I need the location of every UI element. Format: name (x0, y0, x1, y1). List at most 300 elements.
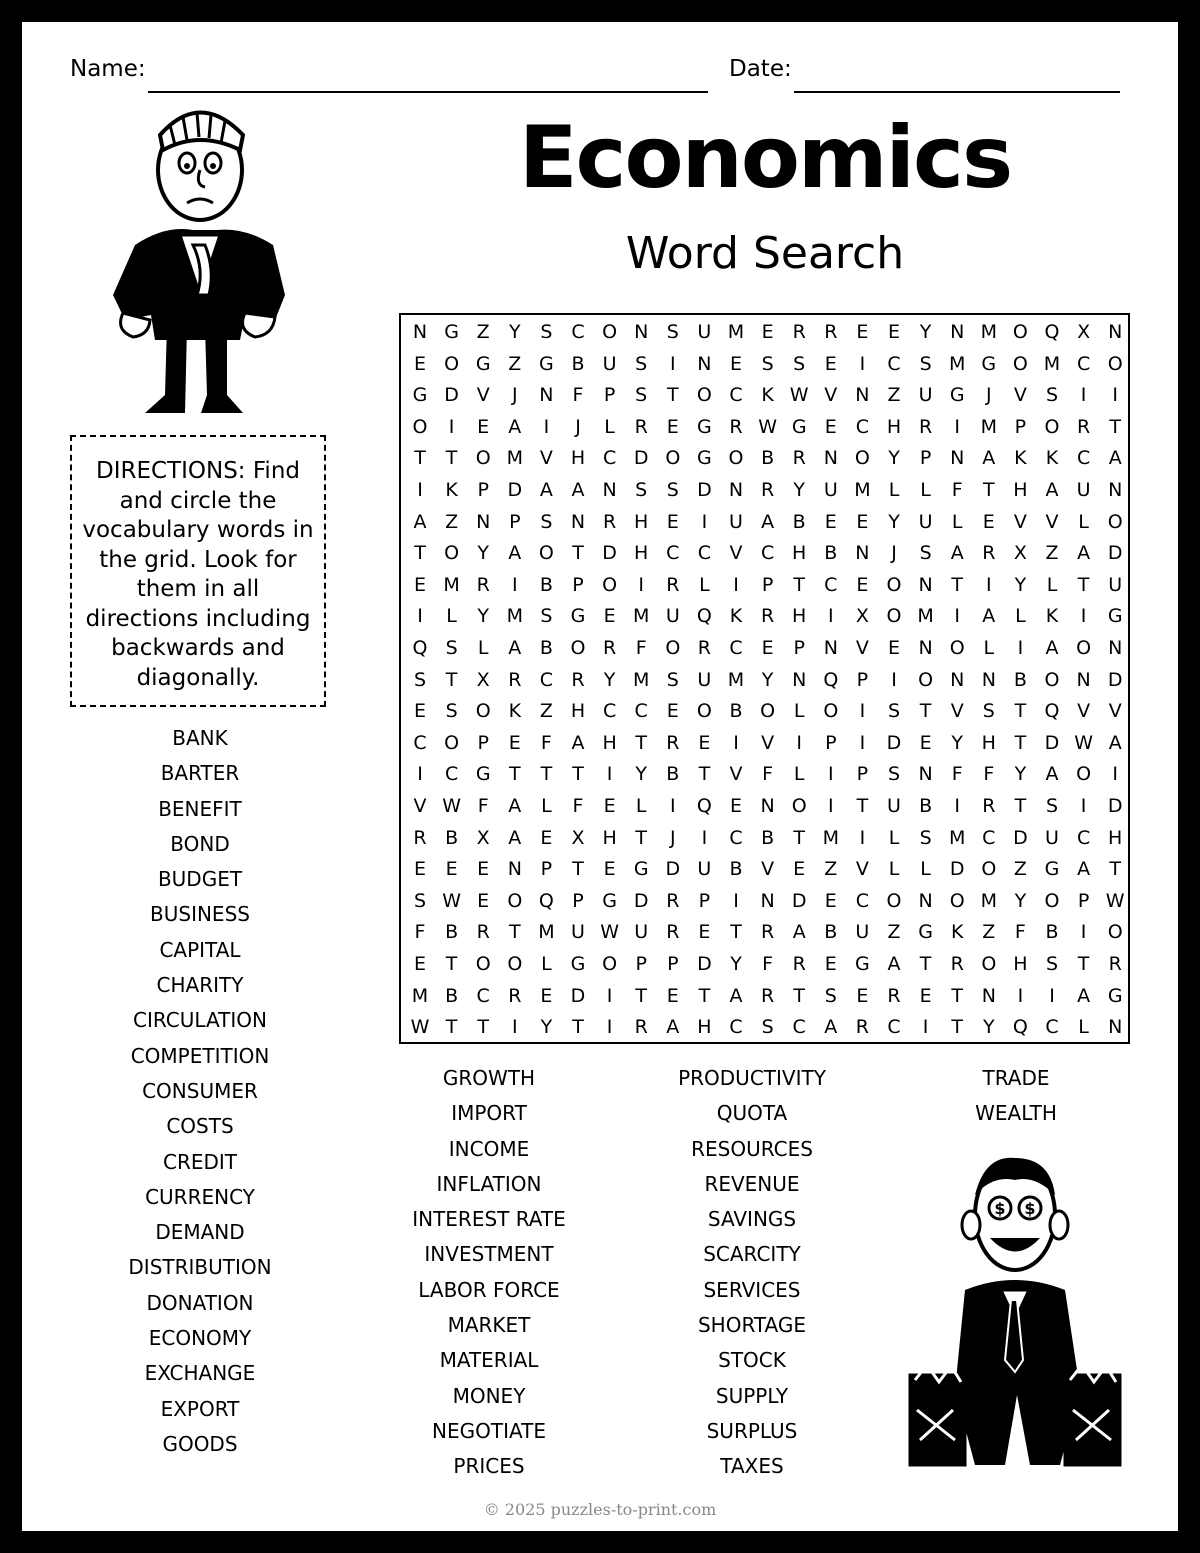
grid-letter[interactable]: I (796, 731, 802, 754)
grid-letter[interactable]: R (602, 637, 617, 659)
grid-letter[interactable]: X (476, 668, 490, 691)
grid-letter[interactable]: N (1108, 479, 1123, 501)
grid-letter[interactable]: A (824, 1016, 838, 1039)
grid-letter[interactable]: I (985, 573, 992, 596)
grid-letter[interactable]: V (824, 384, 838, 407)
grid-letter[interactable]: D (665, 858, 681, 881)
grid-letter[interactable]: E (698, 731, 711, 754)
grid-letter[interactable]: A (413, 510, 427, 533)
grid-letter[interactable]: T (856, 795, 869, 817)
grid-letter[interactable]: E (887, 637, 900, 659)
grid-letter[interactable]: P (509, 510, 521, 533)
grid-letter[interactable]: Z (887, 384, 901, 407)
grid-letter[interactable]: G (918, 921, 933, 944)
grid-letter[interactable]: I (638, 573, 644, 596)
grid-letter[interactable]: O (412, 415, 428, 438)
grid-letter[interactable]: F (572, 384, 584, 407)
grid-letter[interactable]: T (445, 668, 458, 691)
grid-letter[interactable]: H (634, 542, 649, 565)
grid-letter[interactable]: I (954, 795, 960, 817)
grid-letter[interactable]: U (665, 605, 680, 628)
grid-letter[interactable]: T (635, 731, 647, 754)
grid-letter[interactable]: R (508, 984, 522, 1007)
grid-letter[interactable]: P (825, 731, 837, 754)
grid-letter[interactable]: G (697, 415, 712, 438)
grid-letter[interactable]: P (572, 889, 584, 912)
grid-letter[interactable]: R (413, 826, 427, 849)
grid-letter[interactable]: U (697, 668, 712, 691)
grid-letter[interactable]: E (413, 352, 426, 375)
grid-letter[interactable]: A (1045, 763, 1059, 786)
grid-letter[interactable]: O (949, 637, 965, 659)
grid-letter[interactable]: V (761, 858, 775, 881)
grid-letter[interactable]: A (887, 953, 901, 975)
grid-letter[interactable]: G (633, 858, 649, 881)
grid-letter[interactable]: N (918, 889, 933, 912)
grid-letter[interactable]: R (982, 542, 996, 565)
grid-letter[interactable]: A (1077, 984, 1091, 1007)
grid-letter[interactable]: R (1076, 415, 1091, 438)
grid-letter[interactable]: D (1013, 826, 1028, 849)
grid-letter[interactable]: T (477, 1016, 489, 1039)
grid-letter[interactable]: S (635, 384, 648, 407)
grid-letter[interactable]: E (824, 352, 837, 375)
grid-letter[interactable]: N (634, 321, 649, 343)
grid-letter[interactable]: G (855, 953, 870, 975)
grid-letter[interactable]: S (413, 889, 427, 912)
grid-letter[interactable]: I (733, 731, 739, 754)
grid-letter[interactable]: F (1014, 921, 1026, 944)
grid-letter[interactable]: K (761, 384, 774, 407)
grid-letter[interactable]: L (541, 953, 552, 975)
grid-letter[interactable]: T (982, 479, 995, 501)
grid-letter[interactable]: J (891, 542, 897, 565)
grid-letter[interactable]: L (477, 637, 489, 659)
grid-letter[interactable]: B (729, 700, 743, 723)
grid-letter[interactable]: O (538, 542, 554, 565)
grid-letter[interactable]: A (508, 542, 522, 565)
grid-letter[interactable]: Y (635, 763, 647, 786)
grid-letter[interactable]: P (856, 668, 869, 691)
grid-letter[interactable]: O (791, 795, 807, 817)
grid-letter[interactable]: N (950, 668, 965, 691)
grid-letter[interactable]: L (1046, 573, 1058, 596)
grid-letter[interactable]: K (950, 921, 964, 944)
grid-letter[interactable]: U (602, 352, 617, 375)
grid-letter[interactable]: E (540, 984, 553, 1007)
grid-letter[interactable]: B (539, 573, 553, 596)
grid-letter[interactable]: L (1078, 1016, 1089, 1039)
grid-letter[interactable]: P (572, 573, 584, 596)
grid-letter[interactable]: C (444, 763, 459, 786)
grid-letter[interactable]: H (570, 700, 586, 723)
grid-letter[interactable]: R (760, 921, 775, 944)
grid-letter[interactable]: N (981, 668, 996, 691)
grid-letter[interactable]: A (1077, 858, 1091, 881)
grid-letter[interactable]: N (855, 384, 870, 407)
grid-letter[interactable]: G (570, 605, 586, 628)
grid-letter[interactable]: T (730, 921, 742, 944)
grid-letter[interactable]: O (949, 889, 965, 912)
grid-letter[interactable]: C (697, 542, 712, 565)
grid-letter[interactable]: T (1077, 573, 1090, 596)
grid-letter[interactable]: O (823, 700, 839, 723)
grid-letter[interactable]: Y (540, 1016, 553, 1039)
grid-letter[interactable]: A (571, 479, 585, 501)
grid-letter[interactable]: S (1045, 953, 1059, 975)
grid-letter[interactable]: Y (888, 447, 900, 470)
grid-letter[interactable]: M (411, 984, 429, 1007)
grid-letter[interactable]: F (635, 637, 647, 659)
grid-letter[interactable]: I (859, 352, 866, 375)
grid-letter[interactable]: R (760, 984, 775, 1007)
grid-letter[interactable]: Q (1044, 321, 1060, 343)
grid-letter[interactable]: C (982, 826, 996, 849)
grid-letter[interactable]: R (1108, 953, 1122, 975)
grid-letter[interactable]: O (1044, 889, 1060, 912)
grid-letter[interactable]: O (886, 889, 902, 912)
grid-letter[interactable]: R (666, 573, 680, 596)
grid-letter[interactable]: E (666, 510, 679, 533)
grid-letter[interactable]: K (1045, 605, 1059, 628)
grid-letter[interactable]: Y (1014, 889, 1027, 912)
grid-letter[interactable]: B (666, 763, 680, 786)
grid-letter[interactable]: N (760, 889, 775, 912)
grid-letter[interactable]: I (701, 510, 708, 533)
grid-letter[interactable]: C (1076, 826, 1091, 849)
grid-letter[interactable]: H (570, 447, 586, 470)
grid-letter[interactable]: W (442, 795, 461, 817)
grid-letter[interactable]: B (445, 984, 459, 1007)
grid-letter[interactable]: T (919, 953, 932, 975)
grid-letter[interactable]: R (634, 415, 648, 438)
grid-letter[interactable]: G (570, 953, 586, 975)
grid-letter[interactable]: E (413, 700, 426, 723)
grid-letter[interactable]: E (761, 637, 774, 659)
grid-letter[interactable]: T (635, 984, 647, 1007)
grid-letter[interactable]: N (412, 321, 428, 343)
grid-letter[interactable]: O (507, 889, 523, 912)
grid-letter[interactable]: E (540, 826, 553, 849)
grid-letter[interactable]: F (477, 795, 489, 817)
grid-letter[interactable]: L (1015, 605, 1026, 628)
grid-letter[interactable]: V (729, 763, 743, 786)
grid-letter[interactable]: L (1078, 510, 1089, 533)
grid-letter[interactable]: L (793, 700, 805, 723)
grid-letter[interactable]: D (1107, 795, 1123, 817)
grid-letter[interactable]: U (855, 921, 870, 944)
grid-letter[interactable]: O (1044, 668, 1060, 691)
grid-letter[interactable]: V (1108, 700, 1122, 723)
grid-letter[interactable]: I (417, 479, 423, 501)
grid-letter[interactable]: M (980, 889, 997, 912)
grid-letter[interactable]: R (887, 984, 901, 1007)
grid-letter[interactable]: D (507, 479, 523, 501)
grid-letter[interactable]: F (983, 763, 995, 786)
grid-letter[interactable]: E (824, 415, 837, 438)
grid-letter[interactable]: I (733, 573, 739, 596)
grid-letter[interactable]: S (919, 826, 932, 849)
grid-letter[interactable]: T (951, 573, 963, 596)
grid-letter[interactable]: I (417, 605, 423, 628)
grid-letter[interactable]: E (666, 700, 679, 723)
grid-letter[interactable]: S (413, 668, 427, 691)
grid-letter[interactable]: C (1076, 352, 1091, 375)
grid-letter[interactable]: O (1076, 637, 1092, 659)
grid-letter[interactable]: O (760, 700, 776, 723)
grid-letter[interactable]: S (540, 605, 553, 628)
grid-letter[interactable]: N (950, 447, 965, 470)
grid-letter[interactable]: L (541, 795, 552, 817)
grid-letter[interactable]: R (697, 637, 711, 659)
grid-letter[interactable]: V (1013, 510, 1027, 533)
grid-letter[interactable]: A (950, 542, 964, 565)
grid-letter[interactable]: V (950, 700, 964, 723)
grid-letter[interactable]: S (761, 352, 774, 375)
grid-letter[interactable]: F (762, 953, 774, 975)
grid-letter[interactable]: R (634, 1016, 648, 1039)
grid-letter[interactable]: I (859, 731, 866, 754)
grid-letter[interactable]: T (793, 573, 805, 596)
grid-letter[interactable]: R (855, 1016, 869, 1039)
grid-letter[interactable]: D (1107, 668, 1123, 691)
grid-letter[interactable]: G (444, 321, 459, 343)
grid-letter[interactable]: S (540, 321, 553, 343)
grid-letter[interactable]: E (856, 321, 869, 343)
grid-letter[interactable]: C (602, 700, 617, 723)
grid-letter[interactable]: I (1112, 384, 1118, 407)
grid-letter[interactable]: U (634, 921, 649, 944)
grid-letter[interactable]: L (983, 637, 995, 659)
grid-letter[interactable]: R (792, 447, 806, 470)
grid-letter[interactable]: S (1045, 384, 1059, 407)
grid-letter[interactable]: L (888, 826, 900, 849)
grid-letter[interactable]: H (1013, 953, 1028, 975)
grid-letter[interactable]: M (1043, 352, 1061, 375)
grid-letter[interactable]: O (665, 447, 681, 470)
grid-letter[interactable]: E (761, 321, 774, 343)
grid-letter[interactable]: R (666, 731, 680, 754)
grid-letter[interactable]: S (540, 510, 553, 533)
grid-letter[interactable]: Y (888, 510, 900, 533)
grid-letter[interactable]: M (727, 668, 745, 691)
grid-letter[interactable]: I (891, 668, 897, 691)
grid-letter[interactable]: N (792, 668, 807, 691)
grid-letter[interactable]: Z (445, 510, 459, 533)
grid-letter[interactable]: P (793, 637, 805, 659)
grid-letter[interactable]: D (1107, 542, 1123, 565)
grid-letter[interactable]: S (887, 700, 901, 723)
grid-letter[interactable]: Q (696, 605, 712, 628)
grid-letter[interactable]: R (476, 921, 490, 944)
grid-letter[interactable]: N (539, 384, 554, 407)
grid-letter[interactable]: B (792, 510, 806, 533)
grid-letter[interactable]: I (511, 573, 518, 596)
grid-letter[interactable]: H (634, 510, 649, 533)
grid-letter[interactable]: I (827, 763, 834, 786)
grid-letter[interactable]: U (697, 858, 712, 881)
grid-letter[interactable]: X (571, 826, 585, 849)
grid-letter[interactable]: I (1017, 637, 1024, 659)
grid-letter[interactable]: V (729, 542, 743, 565)
grid-letter[interactable]: E (603, 858, 616, 881)
grid-letter[interactable]: I (701, 826, 708, 849)
grid-letter[interactable]: V (413, 795, 427, 817)
grid-letter[interactable]: O (981, 953, 997, 975)
grid-letter[interactable]: I (954, 415, 960, 438)
grid-letter[interactable]: O (507, 953, 523, 975)
grid-letter[interactable]: B (761, 826, 775, 849)
grid-letter[interactable]: S (635, 352, 648, 375)
grid-letter[interactable]: V (476, 384, 490, 407)
grid-letter[interactable]: C (476, 984, 490, 1007)
grid-letter[interactable]: M (506, 605, 523, 628)
grid-letter[interactable]: N (823, 637, 838, 659)
grid-letter[interactable]: U (918, 384, 933, 407)
grid-letter[interactable]: B (919, 795, 933, 817)
grid-letter[interactable]: E (729, 795, 742, 817)
grid-letter[interactable]: E (413, 953, 426, 975)
grid-letter[interactable]: T (793, 826, 805, 849)
grid-letter[interactable]: F (951, 479, 963, 501)
grid-letter[interactable]: R (950, 953, 964, 975)
grid-letter[interactable]: Y (793, 479, 805, 501)
grid-letter[interactable]: I (1080, 605, 1087, 628)
grid-letter[interactable]: P (761, 573, 774, 596)
grid-letter[interactable]: Y (982, 1016, 995, 1039)
grid-letter[interactable]: P (477, 479, 489, 501)
grid-letter[interactable]: T (414, 542, 426, 565)
grid-letter[interactable]: R (666, 921, 680, 944)
grid-letter[interactable]: R (729, 415, 743, 438)
grid-letter[interactable]: H (602, 731, 617, 754)
grid-letter[interactable]: X (1077, 321, 1091, 343)
grid-letter[interactable]: O (602, 573, 618, 596)
grid-letter[interactable]: C (855, 889, 870, 912)
grid-letter[interactable]: C (413, 731, 427, 754)
grid-letter[interactable]: D (697, 479, 712, 501)
grid-letter[interactable]: P (856, 763, 869, 786)
grid-letter[interactable]: P (919, 447, 932, 470)
grid-letter[interactable]: E (477, 415, 490, 438)
grid-letter[interactable]: B (729, 858, 743, 881)
grid-letter[interactable]: Y (951, 731, 963, 754)
grid-letter[interactable]: N (918, 763, 933, 786)
grid-letter[interactable]: A (982, 447, 996, 470)
grid-letter[interactable]: T (951, 984, 963, 1007)
grid-letter[interactable]: K (1045, 447, 1059, 470)
grid-letter[interactable]: H (1013, 479, 1028, 501)
grid-letter[interactable]: M (538, 921, 555, 944)
grid-letter[interactable]: C (855, 415, 870, 438)
grid-letter[interactable]: Y (761, 668, 774, 691)
grid-letter[interactable]: I (669, 795, 676, 817)
grid-letter[interactable]: I (511, 1016, 518, 1039)
grid-letter[interactable]: T (1109, 858, 1121, 881)
grid-letter[interactable]: V (1077, 700, 1091, 723)
grid-letter[interactable]: R (476, 573, 490, 596)
grid-letter[interactable]: B (571, 352, 585, 375)
grid-letter[interactable]: N (855, 542, 870, 565)
grid-letter[interactable]: T (698, 984, 711, 1007)
grid-letter[interactable]: S (887, 763, 901, 786)
grid-letter[interactable]: W (789, 384, 809, 407)
grid-letter[interactable]: T (951, 1016, 963, 1039)
grid-letter[interactable]: A (508, 637, 522, 659)
grid-letter[interactable]: C (887, 352, 901, 375)
grid-letter[interactable]: W (442, 889, 461, 912)
grid-letter[interactable]: L (446, 605, 457, 628)
grid-letter[interactable]: O (981, 858, 997, 881)
grid-letter[interactable]: I (733, 889, 739, 912)
grid-letter[interactable]: Z (824, 858, 838, 881)
grid-letter[interactable]: T (1014, 795, 1027, 817)
grid-letter[interactable]: H (697, 1016, 712, 1039)
grid-letter[interactable]: M (632, 605, 650, 628)
grid-letter[interactable]: N (602, 479, 617, 501)
grid-letter[interactable]: D (886, 731, 902, 754)
grid-letter[interactable]: O (1076, 763, 1092, 786)
grid-letter[interactable]: O (665, 637, 681, 659)
grid-letter[interactable]: A (1045, 637, 1059, 659)
grid-letter[interactable]: Q (696, 795, 712, 817)
grid-letter[interactable]: O (570, 637, 586, 659)
grid-letter[interactable]: O (444, 352, 460, 375)
grid-letter[interactable]: L (604, 415, 615, 438)
grid-letter[interactable]: V (539, 447, 553, 470)
grid-letter[interactable]: T (635, 826, 647, 849)
grid-letter[interactable]: H (792, 605, 807, 628)
grid-letter[interactable]: Q (538, 889, 554, 912)
grid-letter[interactable]: N (507, 858, 522, 881)
grid-letter[interactable]: P (603, 384, 616, 407)
grid-letter[interactable]: M (506, 447, 523, 470)
grid-letter[interactable]: A (761, 510, 775, 533)
grid-letter[interactable]: R (792, 953, 806, 975)
grid-letter[interactable]: C (824, 573, 838, 596)
grid-letter[interactable]: F (762, 763, 774, 786)
grid-letter[interactable]: Z (508, 352, 522, 375)
grid-letter[interactable]: I (606, 1016, 613, 1039)
grid-letter[interactable]: B (824, 542, 838, 565)
grid-letter[interactable]: T (445, 447, 458, 470)
grid-letter[interactable]: X (1013, 542, 1027, 565)
grid-letter[interactable]: B (824, 921, 838, 944)
grid-letter[interactable]: D (633, 447, 649, 470)
grid-letter[interactable]: S (666, 321, 679, 343)
grid-letter[interactable]: L (888, 479, 900, 501)
grid-letter[interactable]: Y (603, 668, 616, 691)
grid-letter[interactable]: C (729, 384, 743, 407)
grid-letter[interactable]: R (602, 510, 617, 533)
grid-letter[interactable]: C (729, 1016, 743, 1039)
grid-letter[interactable]: T (698, 763, 711, 786)
grid-letter[interactable]: I (1049, 984, 1055, 1007)
grid-letter[interactable]: I (1017, 984, 1024, 1007)
grid-letter[interactable]: X (855, 605, 869, 628)
grid-letter[interactable]: C (666, 542, 680, 565)
grid-letter[interactable]: V (1045, 510, 1059, 533)
grid-letter[interactable]: P (1077, 889, 1090, 912)
grid-letter[interactable]: P (635, 953, 647, 975)
grid-letter[interactable]: N (1108, 321, 1123, 343)
grid-letter[interactable]: R (824, 321, 838, 343)
grid-letter[interactable]: S (761, 1016, 774, 1039)
grid-letter[interactable]: P (698, 889, 711, 912)
grid-letter[interactable]: E (856, 573, 869, 596)
grid-letter[interactable]: P (540, 858, 553, 881)
grid-letter[interactable]: J (511, 384, 518, 407)
